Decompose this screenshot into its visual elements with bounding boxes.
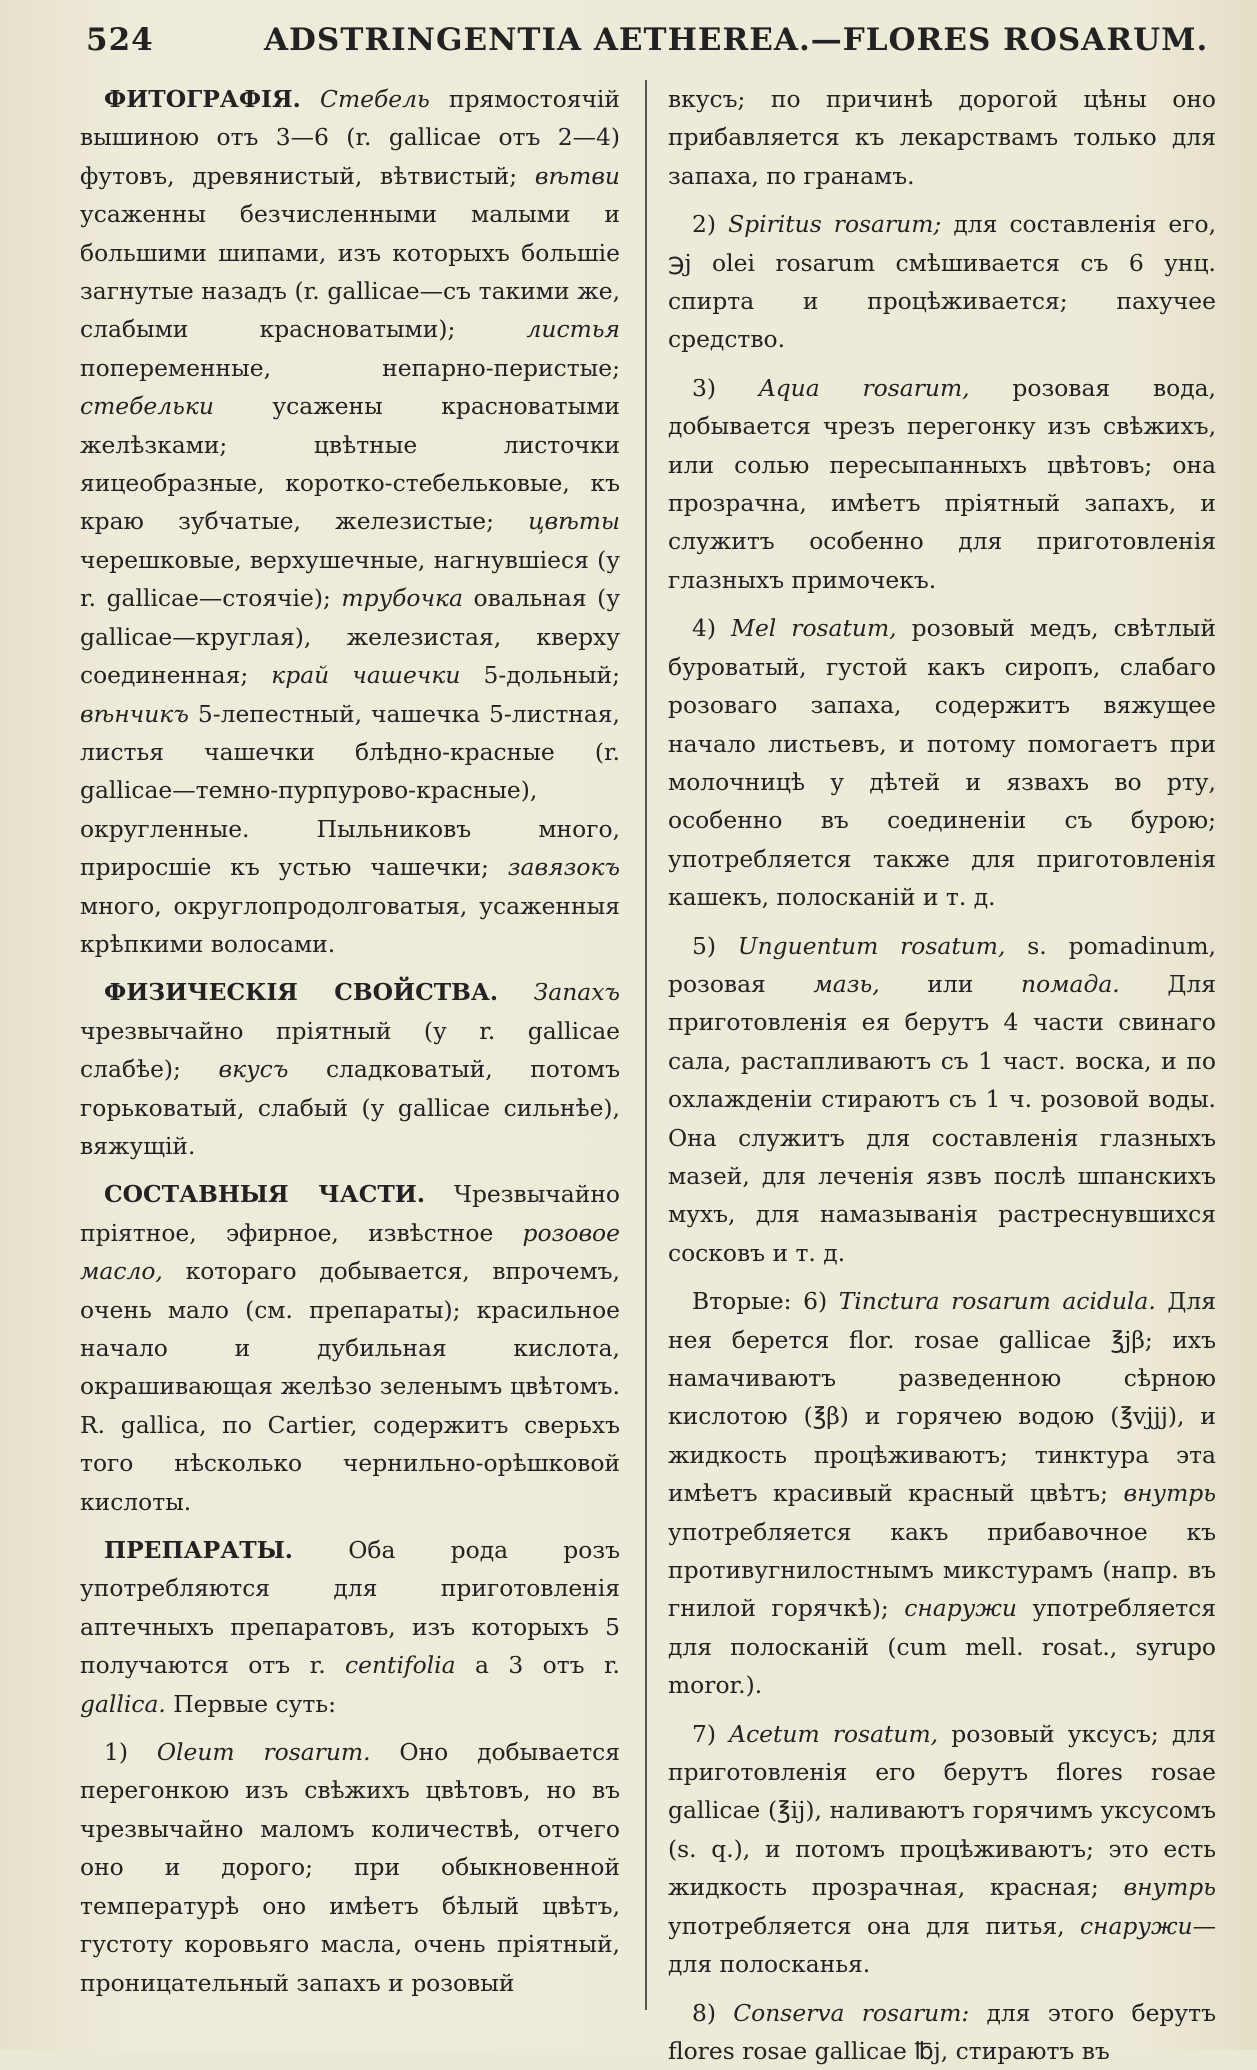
section-preparations: ПРЕПАРАТЫ. Оба рода розъ употребляются для приготовленія аптечныхъ препаратовъ, изъ которыхъ 5 получаются отъ r. centifolia а 3 отъ r. gallica. Первые суть: [80, 1531, 620, 1723]
item-mel-rosatum: 4) Mel rosatum, розовый медъ, свѣтлый буроватый, густой какъ сиропъ, слабаго розоваго запаха, содержитъ вяжущее начало листьевъ, и потому помогаетъ при молочницѣ у дѣтей и язвахъ во рту, особенно въ соединеніи съ бурою; употребляется также для приготовленія кашекъ, полосканій и т. д. [668, 609, 1216, 916]
left-column [80, 80, 620, 2020]
column-divider [645, 80, 647, 2010]
item-tinctura-rosarum: Вторые: 6) Tinctura rosarum acidula. Для нея берется flor. rosae gallicae ℥jβ; ихъ намачиваютъ разведенною сѣрною кислотою (℥β) и горячею водою (℥vjjj), и жидкость процѣживаютъ; тинктура эта имѣетъ красивый красный цвѣтъ; внутрь употребляется какъ прибавочное къ противугнилостнымъ микстурамъ (напр. въ гнилой горячкѣ); снаружи употребляется для полосканій (cum mell. rosat., syrupo moror.). [668, 1282, 1216, 1704]
running-title: ADSTRINGENTIA AETHEREA.—FLORES ROSARUM. [264, 22, 1208, 58]
right-column [668, 80, 1216, 2020]
page-number: 524 [86, 22, 154, 58]
item-aqua-rosarum: 3) Aqua rosarum, розовая вода, добывается чрезъ перегонку изъ свѣжихъ, или солью пересыпанныхъ цвѣтовъ; она прозрачна, имѣетъ пріятный запахъ, и служитъ особенно для приготовленія глазныхъ примочекъ. [668, 369, 1216, 599]
subsection-heading: Вторые: [692, 1287, 792, 1315]
item-spiritus-rosarum: 2) Spiritus rosarum; для составленія его, ℈j olei rosarum смѣшивается съ 6 унц. спирта и процѣживается; пахучее средство. [668, 205, 1216, 359]
item-oleum-rosarum: 1) Oleum rosarum. Оно добывается перегонкою изъ свѣжихъ цвѣтовъ, но въ чрезвычайно маломъ количествѣ, отчего оно и дорого; при обыкновенной температурѣ оно имѣетъ бѣлый цвѣтъ, густоту коровьяго масла, очень пріятный, проницательный запахъ и розовый [80, 1733, 620, 2002]
section-heading: СОСТАВНЫЯ ЧАСТИ. [104, 1180, 425, 1208]
section-physical-properties: ФИЗИЧЕСКІЯ СВОЙСТВА. Запахъ чрезвычайно пріятный (у r. gallicae слабѣе); вкусъ сладковатый, потомъ горьковатый, слабый (у gallicae сильнѣе), вяжущій. [80, 973, 620, 1165]
section-phytography: ФИТОГРАФІЯ. Стебель прямостоячій вышиною отъ 3—6 (r. gallicae отъ 2—4) футовъ, древянистый, вѣтвистый; вѣтви усаженны безчисленными малыми и большими шипами, изъ которыхъ большіе загнутые назадъ (r. gallicae—съ такими же, слабыми красноватыми); листья попеременные, непарно-перистые; стебельки усажены красноватыми желѣзками; цвѣтные листочки яицеобразные, коротко-стебельковые, къ краю зубчатые, железистые; цвѣты черешковые, верхушечные, нагнувшіеся (у r. gallicae—стоячіе); трубочка овальная (у gallicae—круглая), железистая, кверху соединенная; край чашечки 5-дольный; вѣнчикъ 5-лепестный, чашечка 5-листная, листья чашечки блѣдно-красные (r. gallicae—темно-пурпурово-красные), округленные. Пыльниковъ много, приросшіе къ устью чашечки; завязокъ много, округлопродолговатыя, усаженныя крѣпкими волосами. [80, 80, 620, 963]
section-heading: ПРЕПАРАТЫ. [104, 1536, 293, 1564]
section-heading: ФИЗИЧЕСКІЯ СВОЙСТВА. [104, 978, 498, 1006]
continued-paragraph: вкусъ; по причинѣ дорогой цѣны оно прибавляется къ лекарствамъ только для запаха, по гранамъ. [668, 80, 1216, 195]
section-constituents: СОСТАВНЫЯ ЧАСТИ. Чрезвычайно пріятное, эфирное, извѣстное розовое масло, котораго добывается, впрочемъ, очень мало (см. препараты); красильное начало и дубильная кислота, окрашивающая желѣзо зеленымъ цвѣтомъ. R. gallica, по Cartier, содержитъ сверьхъ того нѣсколько чернильно-орѣшковой кислоты. [80, 1175, 620, 1521]
running-header [86, 22, 1217, 66]
item-conserva-rosarum: 8) Conserva rosarum: для этого берутъ flores rosae gallicae ℔j, стираютъ въ [668, 1994, 1216, 2070]
section-heading: ФИТОГРАФІЯ. [104, 85, 301, 113]
item-acetum-rosatum: 7) Acetum rosatum, розовый уксусъ; для приготовленія его берутъ flores rosae gallicae (℥ij), наливаютъ горячимъ уксусомъ (s. q.), и потомъ процѣживаютъ; это есть жидкость прозрачная, красная; внутрь употребляется она для питья, снаружи—для полосканья. [668, 1715, 1216, 1984]
item-unguentum-rosatum: 5) Unguentum rosatum, s. pomadinum, розовая мазь, или помада. Для приготовленія ея берутъ 4 части свинаго сала, растапливаютъ съ 1 част. воска, и по охлажденіи стираютъ съ 1 ч. розовой воды. Она служитъ для составленія глазныхъ мазей, для леченія язвъ послѣ шпанскихъ мухъ, для намазыванія растреснувшихся сосковъ и т. д. [668, 927, 1216, 1273]
